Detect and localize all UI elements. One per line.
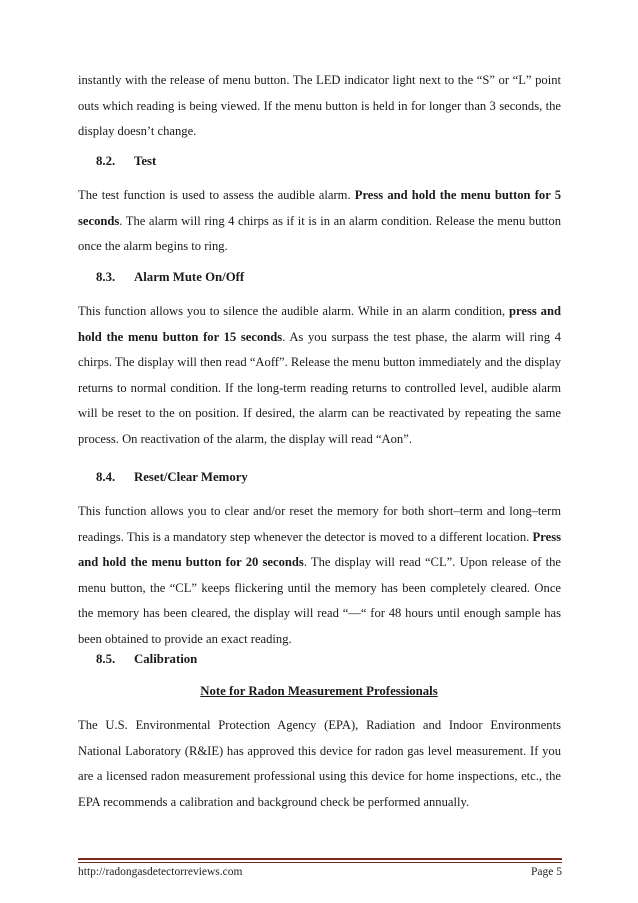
paragraph-text: The U.S. Environmental Protection Agency (EPA), Radiation and Indoor Environments National Laboratory (R&IE) has approved this device for radon gas level measurement. If you are a licensed radon measurement professional using this device for home inspections, etc., the EPA recommends a calibration and background check be performed annually. xyxy=(78,718,561,809)
paragraph-epa xyxy=(78,713,561,815)
heading-alarm-mute xyxy=(96,270,244,285)
bold-instruction: press and hold the menu button for 15 seconds xyxy=(78,304,561,344)
paragraph-text: . The display will read “CL”. Upon release of the menu button, the “CL” keeps flickering until the memory has been completely cleared. Once the memory has been cleared, the display will read “—“ for 48 hours until enough sample has been obtained to provide an exact reading. xyxy=(78,555,561,646)
heading-number: 8.2. xyxy=(96,154,116,168)
paragraph-text: instantly with the release of menu button. The LED indicator light next to the “S” or “L” point outs which reading is being viewed. If the menu button is held in for longer than 3 seconds, the display doesn’t change. xyxy=(78,73,561,139)
heading-title: Alarm Mute On/Off xyxy=(134,270,245,284)
heading-calibration xyxy=(96,652,197,667)
note-title: Note for Radon Measurement Professionals xyxy=(200,684,438,698)
bold-instruction: Press and hold the menu button for 20 seconds xyxy=(78,529,561,570)
heading-reset-memory xyxy=(96,470,248,485)
paragraph-text: . As you surpass the test phase, the alarm will ring 4 chirps. The display will then read “Aoff”. Release the menu button immediately and the display returns to normal condition. If the long-term reading returns to controlled level, audible alarm will be reset to the on position. If desired, the alarm can be reactivated by repeating the same process. On reactivation of the alarm, the display will read “Aon”. xyxy=(78,329,561,446)
footer-rule xyxy=(78,858,562,860)
paragraph-text: This function allows you to clear and/or reset the memory for both short–term and long–term readings. This is a mandatory step whenever the detector is moved to a different location. xyxy=(78,504,561,544)
bold-instruction: Press and hold the menu button for 5 seconds xyxy=(78,188,561,228)
heading-title: Test xyxy=(134,154,157,168)
page-number: Page 5 xyxy=(531,866,562,878)
footer-url[interactable]: http://radongasdetectorreviews.com xyxy=(78,866,243,878)
heading-title: Calibration xyxy=(134,652,198,666)
paragraph-text: This function allows you to silence the audible alarm. While in an alarm condition, xyxy=(78,304,510,318)
paragraph-test xyxy=(78,183,561,260)
heading-number: 8.5. xyxy=(96,652,116,666)
heading-number: 8.3. xyxy=(96,270,116,284)
paragraph-text: The test function is used to assess the audible alarm. xyxy=(78,188,355,202)
footer-rule-thin xyxy=(78,862,562,863)
heading-test xyxy=(96,154,156,169)
heading-title: Reset/Clear Memory xyxy=(134,470,248,484)
paragraph-reset-memory xyxy=(78,499,561,653)
paragraph-intro xyxy=(78,68,561,145)
paragraph-alarm-mute xyxy=(78,299,561,453)
heading-number: 8.4. xyxy=(96,470,116,484)
paragraph-text: . The alarm will ring 4 chirps as if it is in an alarm condition. Release the menu button once the alarm begins to ring. xyxy=(78,213,561,254)
